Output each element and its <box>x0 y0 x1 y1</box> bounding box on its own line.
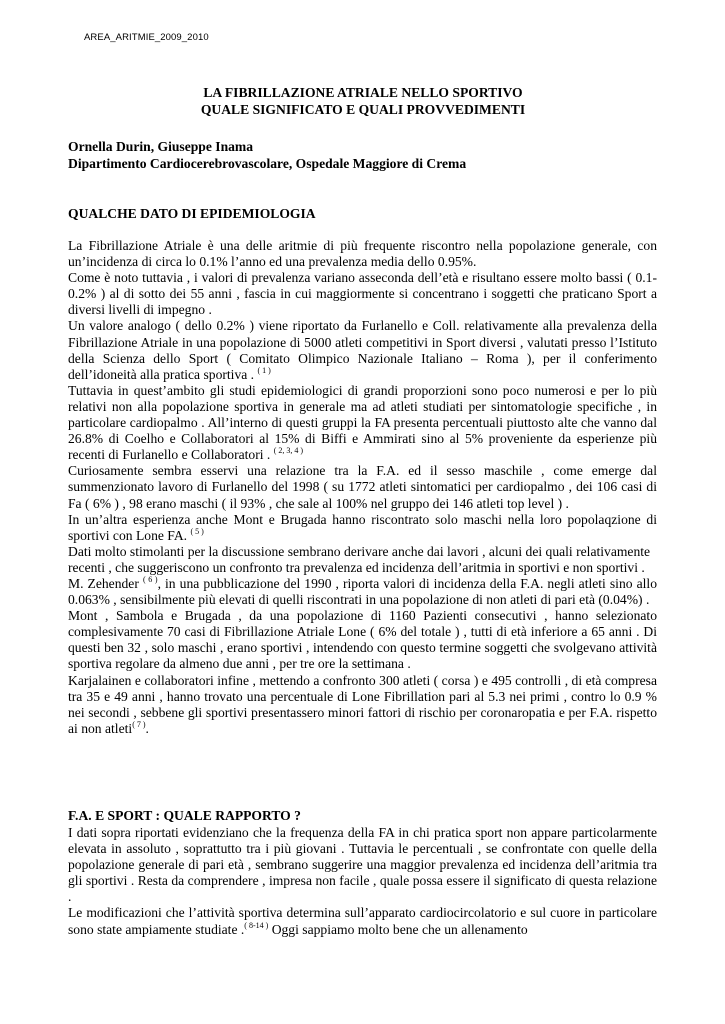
paragraph-text: Oggi sappiamo molto bene che un allenamento <box>268 921 528 937</box>
paragraph-text: Tuttavia in quest’ambito gli studi epidemiologici di grandi proporzioni sono poco numerosi e per lo più relativi non alla popolazione sportiva in generale ma ad atleti studiati per sintomatologie specifiche , in particolare cardiopalmo . All’interno di questi gruppi la FA presenta percentuali piuttosto alte che vanno dal 26.8% di Coelho e Collaboratori al 15% di Biffi e Ammirati sino al 5% proveniente da esperienze più recenti di Furlanello e Collaboratori . <box>68 382 657 463</box>
reference-marker: ( 6 ) <box>142 574 158 584</box>
document-title <box>68 84 658 118</box>
reference-marker: ( 5 ) <box>190 526 204 536</box>
paragraph <box>68 318 657 382</box>
paragraph <box>68 673 657 737</box>
section-heading-epidemiology: QUALCHE DATO DI EPIDEMIOLOGIA <box>68 206 316 221</box>
paragraph: Come è noto tuttavia , i valori di prevalenza variano asseconda dell’età e risultano essere molto bassi ( 0.1-0.2% ) al di sotto dei 55 anni , fascia in cui maggiormente si concentrano i soggetti che praticano Sport a diversi livelli di impegno . <box>68 270 657 318</box>
paragraph: I dati sopra riportati evidenziano che la frequenza della FA in chi pratica sport non appare particolarmente elevata in assoluto , soprattutto tra i più giovani . Tuttavia le percentuali , se confrontate con quelle della popolazione generale di pari età , sembrano suggerire una maggior prevalenza ed incidenza dell’aritmia tra gli sportivi . Resta da comprendere , impresa non facile , quale possa essere il significato di questa relazione . <box>68 825 657 905</box>
paragraph: La Fibrillazione Atriale è una delle aritmie di più frequente riscontro nella popolazione generale, con un’incidenza di circa lo 0.1% l’anno ed una prevalenza media dello 0.95%. <box>68 238 657 270</box>
document-code: AREA_ARITMIE_2009_2010 <box>84 32 209 43</box>
author-affiliation: Dipartimento Cardiocerebrovascolare, Ospedale Maggiore di Crema <box>68 156 467 171</box>
title-line-2: QUALE SIGNIFICATO E QUALI PROVVEDIMENTI <box>200 102 526 117</box>
paragraph-text: , in una pubblicazione del 1990 , riporta valori di incidenza della F.A. negli atleti sino allo 0.063% , sensibilmente più elevati di quelli riscontrati in una popolazione di non atleti di pari età (0.04%) . <box>68 575 657 608</box>
paragraph: Dati molto stimolanti per la discussione sembrano derivare anche dai lavori , alcuni dei quali relativamente recenti , che suggeriscono un confronto tra prevalenza ed incidenza dell’aritmia in sportivi e non sportivi . <box>68 543 651 575</box>
section-body-fa-sport <box>68 825 657 938</box>
reference-marker: ( 8-14 ) <box>244 920 269 930</box>
paragraph-text: In un’altra esperienza anche Mont e Brugada hanno riscontrato solo maschi nella loro popolaqzione di sportivi con Lone FA. <box>68 511 657 543</box>
section-body-epidemiology <box>68 238 657 737</box>
reference-marker: ( 1 ) <box>257 365 271 375</box>
paragraph <box>68 512 657 544</box>
author-names: Ornella Durin, Giuseppe Inama <box>68 139 254 154</box>
paragraph-text: . <box>145 720 149 736</box>
paragraph: Curiosamente sembra esservi una relazione tra la F.A. ed il sesso maschile , come emerge dal summenzionato lavoro di Furlanello del 1998 ( su 1772 atleti sintomatici per cardiopalmo , dei 106 casi di Fa ( 6% ) , 98 erano maschi ( il 93% , che sale al 100% nel gruppo dei 146 atleti top level ) . <box>68 463 657 511</box>
paragraph-text: Un valore analogo ( dello 0.2% ) viene riportato da Furlanello e Coll. relativamente alla prevalenza della Fibrillazione Atriale in una popolazione di 5000 atleti competitivi in Sport diversi , valutati presso l’Istituto della Scienza dello Sport ( Comitato Olimpico Nazionale Italiano – Roma ), per il conferimento dell’idoneità alla pratica sportiva . <box>68 318 657 382</box>
paragraph <box>68 905 657 937</box>
paragraph-text: Karjalainen e collaboratori infine , mettendo a confronto 300 atleti ( corsa ) e 495 controlli , di età compresa tra 35 e 49 anni , hanno trovato una percentuale di Lone Fibrillation pari al 5.3 nei primi , contro lo 0.9 % nei secondi , sebbene gli sportivi presentassero minori fattori di rischio per coronaropatia e per F.A. rispetto ai non atleti <box>68 672 657 736</box>
paragraph: Mont , Sambola e Brugada , da una popolazione di 1160 Pazienti consecutivi , hanno selezionato complesivamente 70 casi di Fibrillazione Atriale Lone ( 6% del totale ) , tutti di età inferiore a 65 anni . Di questi ben 32 , solo maschi , erano sportivi , intendendo con questo termine soggetti che svolgevano attività sportiva regolare da almeno due anni , per tre ore la settimana . <box>68 608 657 672</box>
section-heading-fa-sport: F.A. E SPORT : QUALE RAPPORTO ? <box>68 808 301 823</box>
reference-marker: ( 7 ) <box>132 719 146 729</box>
title-line-1: LA FIBRILLAZIONE ATRIALE NELLO SPORTIVO <box>203 85 523 100</box>
authors-block <box>68 138 466 172</box>
paragraph-text: Le modificazioni che l’attività sportiva determina sull’apparato cardiocircolatorio e sul cuore in particolare sono state ampiamente studiate . <box>68 905 657 937</box>
reference-marker: ( 2, 3, 4 ) <box>273 446 304 456</box>
paragraph-text: M. Zehender <box>68 575 139 591</box>
paragraph <box>68 383 657 463</box>
paragraph <box>68 576 657 608</box>
